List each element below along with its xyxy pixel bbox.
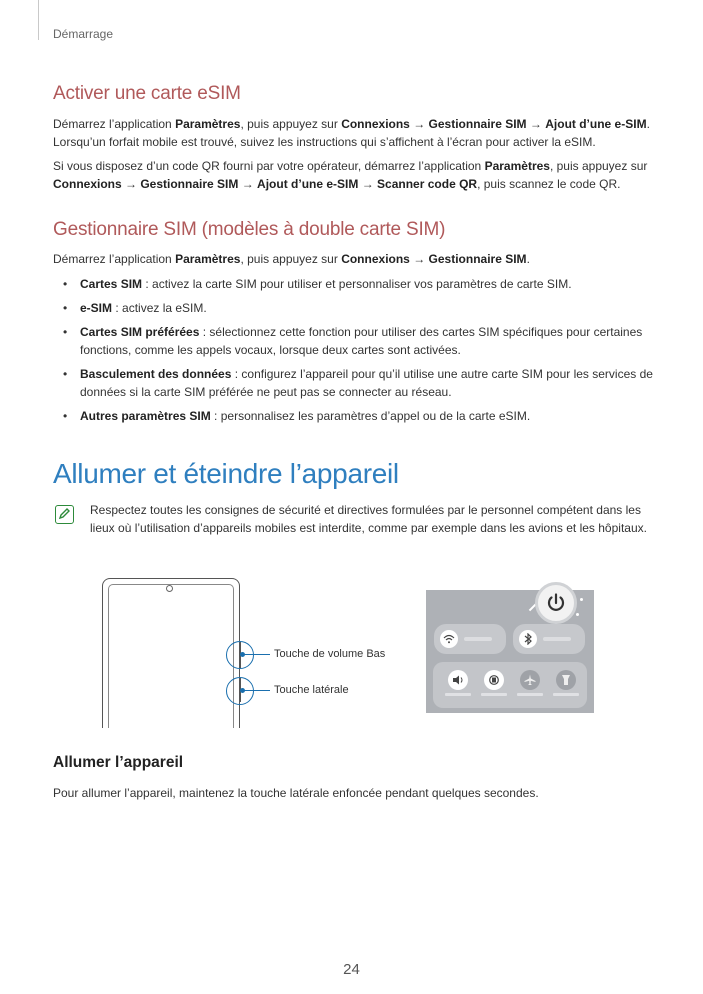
page-edge-line xyxy=(38,0,39,40)
sound-icon xyxy=(448,670,468,690)
camera-icon xyxy=(166,585,173,592)
airplane-icon xyxy=(520,670,540,690)
power-heading: Allumer et éteindre l’appareil xyxy=(53,458,399,489)
sim-manager-heading: Gestionnaire SIM (modèles à double carte SIM) xyxy=(53,219,446,240)
list-item: • e-SIM : activez la eSIM. xyxy=(63,301,207,315)
power-icon xyxy=(535,582,577,624)
esim-paragraph-2: Si vous disposez d’un code QR fourni par votre opérateur, démarrez l’application Paramètres, puis appuyez sur Connexions → Gestionnaire SIM → Ajout d’une e-SIM → Scanner code QR, puis scannez le code QR. xyxy=(53,159,648,191)
bluetooth-tile xyxy=(513,624,585,654)
wifi-icon xyxy=(440,630,458,648)
esim-heading: Activer une carte eSIM xyxy=(53,83,241,104)
section-header: Démarrage xyxy=(53,27,114,41)
note-icon xyxy=(55,505,74,524)
power-on-heading: Allumer l’appareil xyxy=(53,754,184,771)
side-key-label: Touche latérale xyxy=(274,684,349,696)
volume-key-label: Touche de volume Bas xyxy=(274,648,386,660)
list-item: • Cartes SIM : activez la carte SIM pour utiliser et personnaliser vos paramètres de carte SIM. xyxy=(63,277,572,291)
bluetooth-icon xyxy=(519,630,537,648)
list-item: • Cartes SIM préférées : sélectionnez cette fonction pour utiliser des cartes SIM spécifiques pour certaines fonctions, comme les appels vocaux, lorsque deux cartes sont activées. xyxy=(63,325,643,357)
flashlight-icon xyxy=(556,670,576,690)
safety-note: Respectez toutes les consignes de sécurité et directives formulées par le personnel compétent dans les lieux où l’utilisation d’appareils mobiles est interdite, comme par exemple dans les avions et les hôpitaux. xyxy=(90,503,647,535)
list-item: • Basculement des données : configurez l’appareil pour qu’il utilise une autre carte SIM pour les services de données si la carte SIM préférée ne peut pas se connecter au réseau. xyxy=(63,367,653,399)
rotate-icon xyxy=(484,670,504,690)
power-on-text: Pour allumer l’appareil, maintenez la touche latérale enfoncée pendant quelques secondes. xyxy=(53,786,539,800)
list-item: • Autres paramètres SIM : personnalisez les paramètres d’appel ou de la carte eSIM. xyxy=(63,409,531,423)
quick-settings-row xyxy=(433,662,587,708)
phone-illustration xyxy=(102,578,240,728)
page-number: 24 xyxy=(343,961,360,978)
sim-manager-list xyxy=(53,275,653,431)
sim-manager-intro: Démarrez l’application Paramètres, puis appuyez sur Connexions → Gestionnaire SIM. xyxy=(53,252,530,266)
esim-paragraph-1: Démarrez l’application Paramètres, puis appuyez sur Connexions → Gestionnaire SIM → Ajout d’une e-SIM. Lorsqu’un forfait mobile est trouvé, suivez les instructions qui s’affichent à l’écran pour activer la eSIM. xyxy=(53,117,650,149)
wifi-tile xyxy=(434,624,506,654)
